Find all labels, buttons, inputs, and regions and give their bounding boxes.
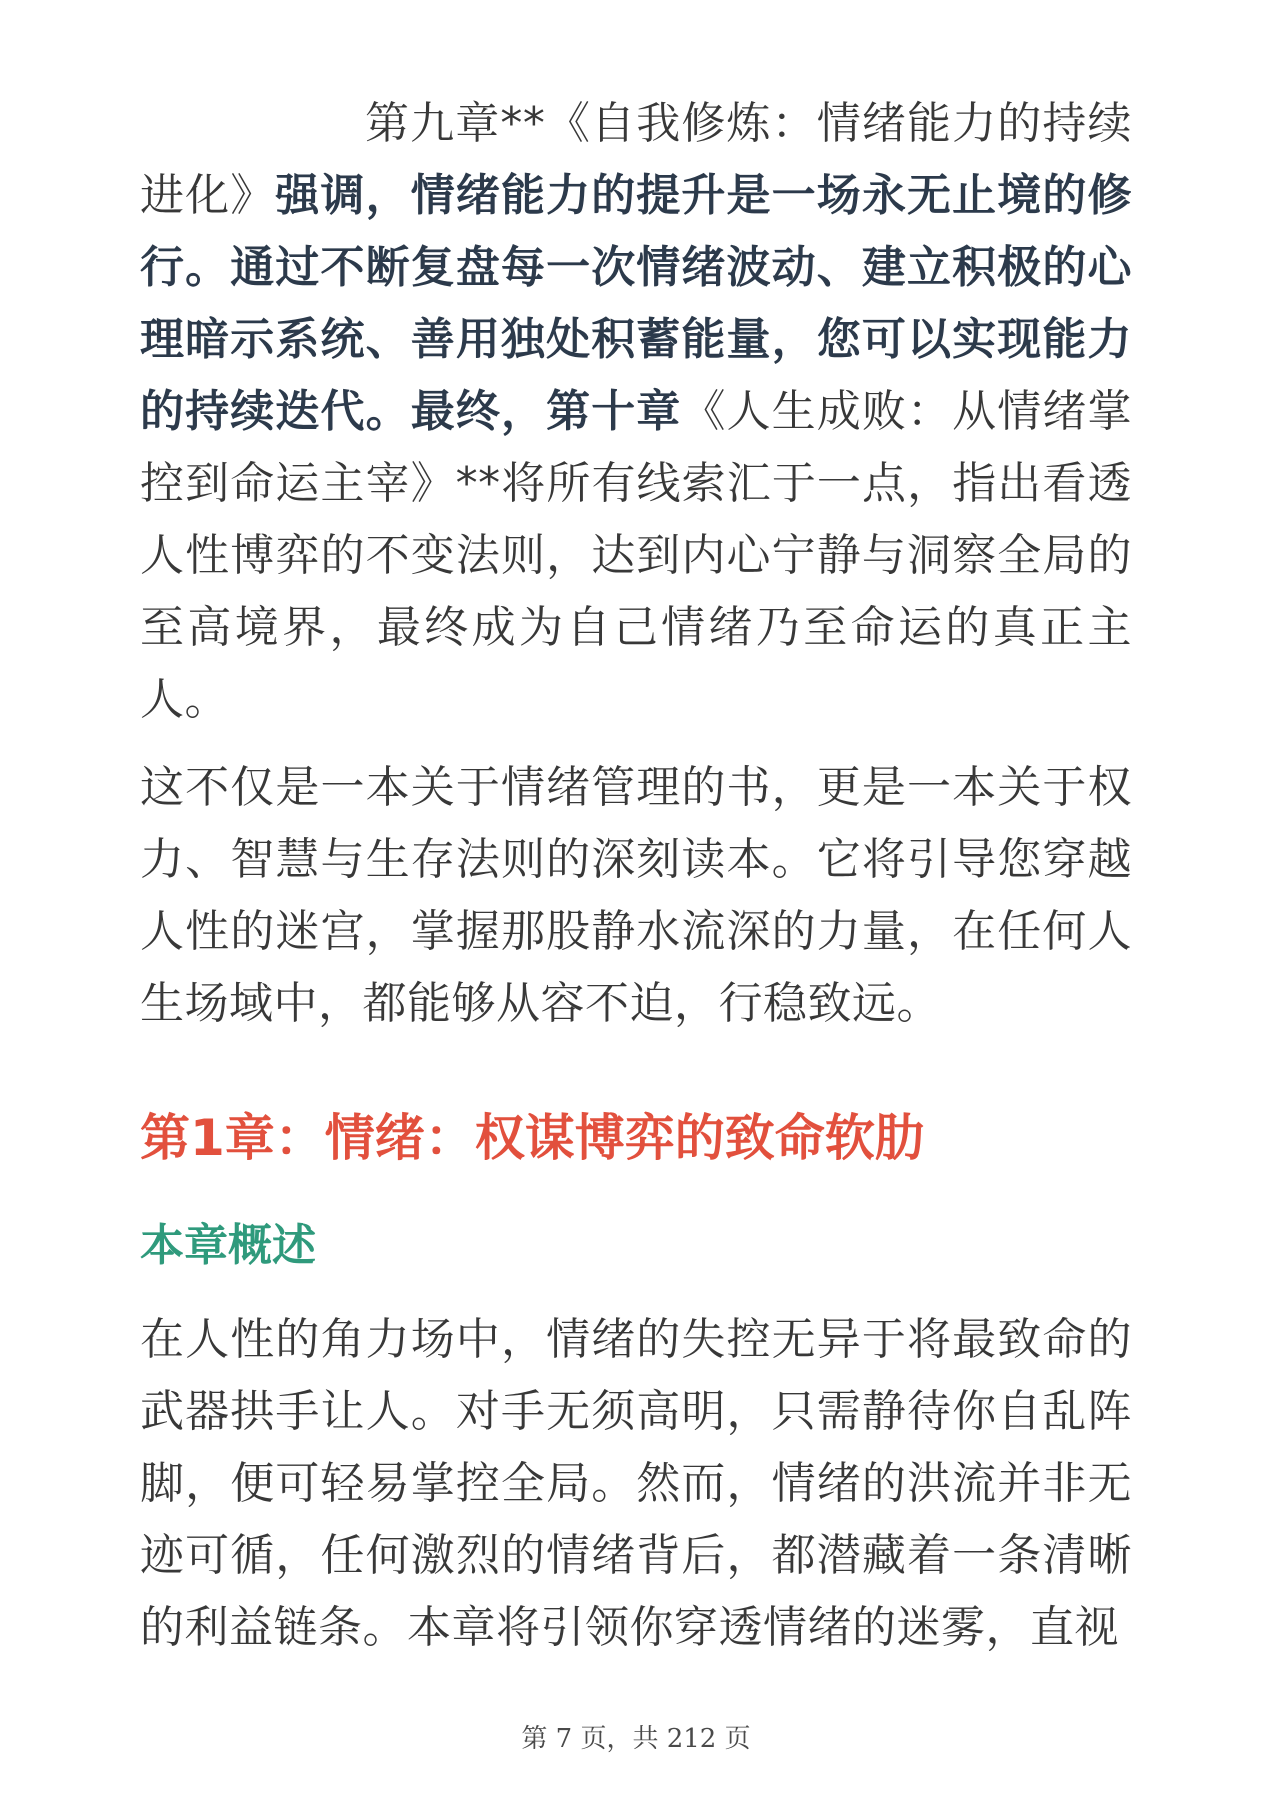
page-number-footer: 第 7 页，共 212 页 <box>521 1724 751 1754</box>
page-content <box>140 88 1132 1664</box>
paragraph-lead-text: 第九章**《自我修炼：情绪能力的持续进化》 <box>140 98 1132 221</box>
paragraph-tail-text: 《人生成败：从情绪掌控到命运主宰》**将所有线索汇于一点，指出看透人性博弈的不变法则，达到内心宁静与洞察全局的至高境界，最终成为自己情绪乃至命运的真正主人。 <box>140 386 1133 725</box>
intro-paragraph-summary: 这不仅是一本关于情绪管理的书，更是一本关于权力、智慧与生存法则的深刻读本。它将引导您穿越人性的迷宫，掌握那股静水流深的力量，在任何人生场域中，都能够从容不迫，行稳致远。 <box>140 762 1132 1029</box>
paragraph-bold-text: 强调，情绪能力的提升是一场永无止境的修行。通过不断复盘每一次情绪波动、建立积极的心理暗示系统、善用独处积蓄能量，您可以实现能力的持续迭代。最终，第十章 <box>140 170 1133 437</box>
intro-paragraph-chapters <box>140 88 1132 736</box>
chapter-overview-paragraph: 在人性的角力场中，情绪的失控无异于将最致命的武器拱手让人。对手无须高明，只需静待你自乱阵脚，便可轻易掌控全局。然而，情绪的洪流并非无迹可循，任何激烈的情绪背后，都潜藏着一条清晰的利益链条。本章将引领你穿透情绪的迷雾，直视 <box>140 1314 1132 1653</box>
chapter-heading: 第1章：情绪：权谋博弈的致命软肋 <box>140 1109 925 1167</box>
section-heading: 本章概述 <box>140 1220 316 1271</box>
